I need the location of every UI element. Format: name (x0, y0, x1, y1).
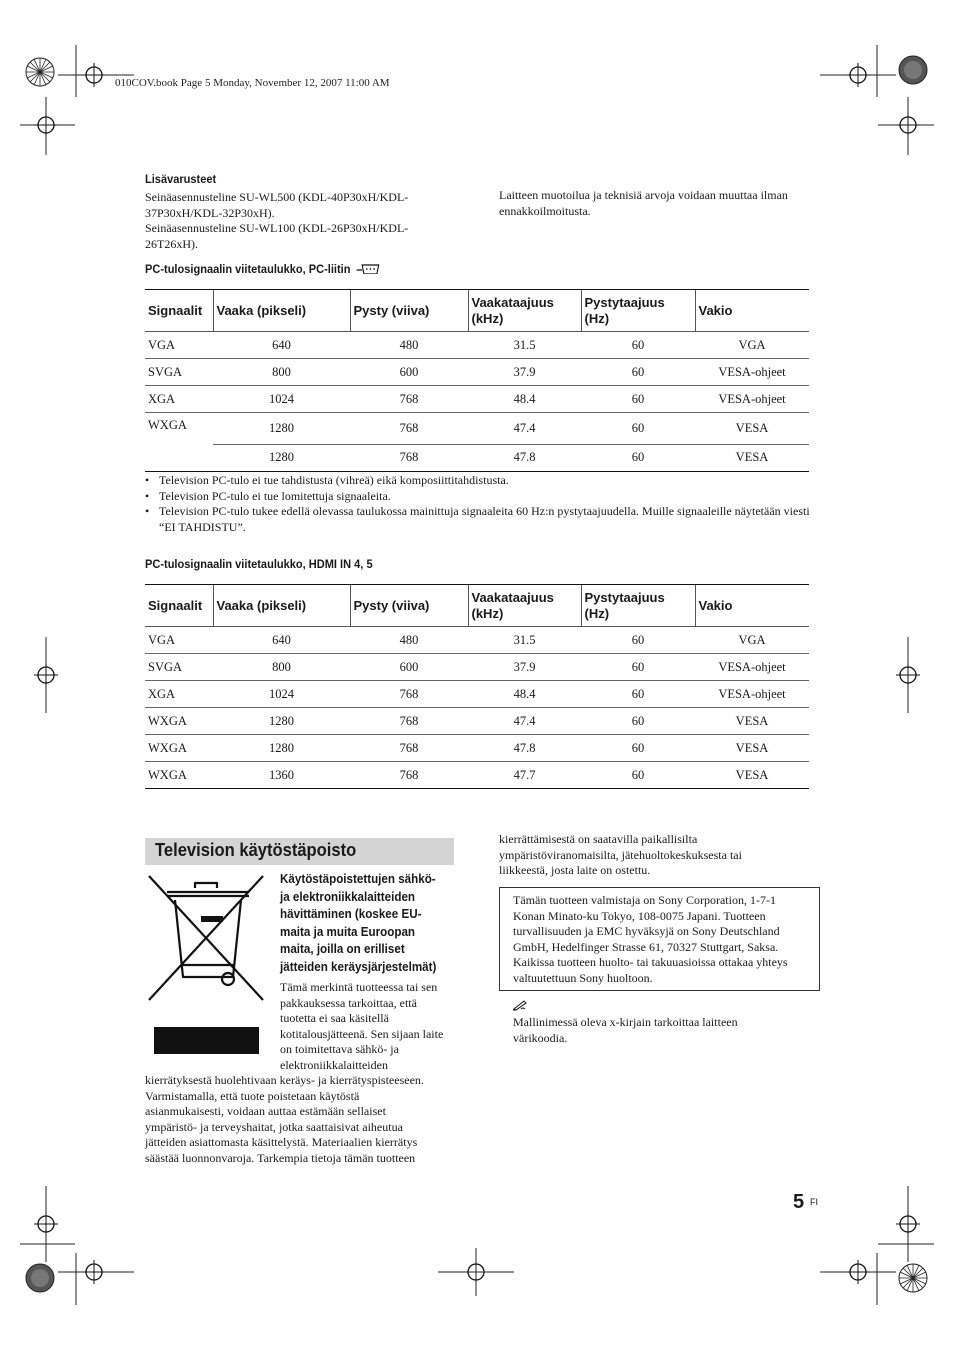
weee-text-line: ympäristöviranomaisilta, jätehuoltokeskuksesta tai (499, 847, 742, 862)
cell: VGA (145, 627, 213, 654)
table2-heading: PC-tulosignaalin viitetaulukko, HDMI IN 4, 5 (145, 557, 373, 571)
model-note-line: Mallinimessä oleva x-kirjain tarkoittaa laitteen (513, 1015, 738, 1029)
manufacturer-info-box (499, 887, 820, 991)
table-row (145, 681, 809, 708)
cell: 48.4 (468, 386, 581, 413)
cell: 1280 (213, 708, 350, 735)
cell: 768 (350, 735, 468, 762)
table1-heading (145, 262, 380, 276)
table-row (145, 413, 809, 445)
weee-continued-text (499, 832, 819, 879)
cell: VESA (695, 444, 809, 471)
cell: 60 (581, 332, 695, 359)
weee-side-text (280, 980, 460, 1073)
accessories-text (145, 190, 475, 252)
cell: 60 (581, 386, 695, 413)
col-header-vertical-frequency: Pystytaajuus (Hz) (581, 290, 695, 332)
cell: 800 (213, 359, 350, 386)
cell: SVGA (145, 654, 213, 681)
cell: XGA (145, 681, 213, 708)
cell: VESA-ohjeet (695, 681, 809, 708)
weee-text-line: pakkauksessa tarkoittaa, että (280, 995, 417, 1010)
cell: 48.4 (468, 681, 581, 708)
cell: VESA-ohjeet (695, 359, 809, 386)
cell: 37.9 (468, 359, 581, 386)
table-row (145, 359, 809, 386)
col-header-vertical-lines: Pysty (viiva) (350, 290, 468, 332)
cell: 60 (581, 735, 695, 762)
hdmi-input-signal-table (145, 584, 809, 789)
model-name-note (513, 1015, 813, 1046)
cell: 31.5 (468, 332, 581, 359)
section-title-bar (145, 838, 454, 865)
weee-subheading-line: ja elektroniikkalaitteiden (280, 889, 416, 904)
cell: 600 (350, 654, 468, 681)
col-header-standard: Vakio (695, 585, 809, 627)
cell: 60 (581, 681, 695, 708)
cell: 47.4 (468, 413, 581, 445)
table-row (145, 735, 809, 762)
cell: 640 (213, 332, 350, 359)
cell: 47.7 (468, 762, 581, 789)
cell: VESA-ohjeet (695, 386, 809, 413)
page-number: 5 (793, 1191, 805, 1213)
col-header-vertical-frequency: Pystytaajuus (Hz) (581, 585, 695, 627)
cell: 800 (213, 654, 350, 681)
cell: 768 (350, 444, 468, 471)
weee-subheading-line: Käytöstäpoistettujen sähkö- (280, 872, 436, 886)
cell (145, 444, 213, 471)
weee-text-line: asianmukaisesti, voidaan auttaa estämään sellaiset (145, 1104, 386, 1118)
list-item: • Television PC-tulo ei tue lomitettuja signaaleita. (145, 489, 825, 505)
cell: 1024 (213, 681, 350, 708)
cell: VESA (695, 762, 809, 789)
table-row (145, 332, 809, 359)
cell: 1360 (213, 762, 350, 789)
col-header-horizontal-frequency: Vaakataajuus (kHz) (468, 585, 581, 627)
cell: VESA (695, 708, 809, 735)
cell: VGA (695, 332, 809, 359)
col-header-horizontal-pixels: Vaaka (pikseli) (213, 585, 350, 627)
cell: 47.8 (468, 735, 581, 762)
pc-connector-icon (356, 262, 380, 274)
list-item: • Television PC-tulo ei tue tahdistusta (vihreä) eikä komposiittitahdistusta. (145, 473, 825, 489)
accessories-heading: Lisävarusteet (145, 172, 217, 186)
pencil-note-icon (512, 999, 528, 1011)
manufacturer-line: turvallisuuden ja EMC hyväksyjä on Sony Deutschland (513, 924, 780, 938)
weee-subheading-line: hävittäminen (koskee EU- (280, 907, 422, 921)
cell: 600 (350, 359, 468, 386)
cell: 1280 (213, 444, 350, 471)
cell: 480 (350, 627, 468, 654)
accessories-line: 37P30xH/KDL-32P30xH). (145, 205, 275, 220)
book-header-line: 010COV.book Page 5 Monday, November 12, 2007 11:00 AM (115, 77, 390, 89)
cell: 480 (350, 332, 468, 359)
weee-text-line: kotitalousjätteenä. Sen sijaan laite (280, 1026, 444, 1041)
accessories-line: 26T26xH). (145, 236, 198, 251)
weee-text-line: ympäristö- ja terveyshaitat, jotka saattaisivat aiheutua (145, 1119, 403, 1134)
cell: 37.9 (468, 654, 581, 681)
col-header-horizontal-pixels: Vaaka (pikseli) (213, 290, 350, 332)
weee-text-line: kierrätyksestä huolehtivaan keräys- ja kierrätyspisteeseen. (145, 1073, 424, 1087)
spec-change-note (499, 188, 829, 219)
cell: VESA-ohjeet (695, 654, 809, 681)
table-row (145, 444, 809, 471)
crossed-out-wheelie-bin-icon (145, 872, 270, 1058)
section-title: Television käytöstäpoisto (155, 840, 357, 860)
weee-subheading-line: maita ja muita Euroopan (280, 924, 416, 939)
col-header-standard: Vakio (695, 290, 809, 332)
cell: 31.5 (468, 627, 581, 654)
weee-subheading-line: jätteiden keräysjärjestelmät) (280, 959, 437, 974)
page-language-code: FI (810, 1197, 818, 1207)
cell: 60 (581, 762, 695, 789)
cell: 60 (581, 627, 695, 654)
model-note-line: värikoodia. (513, 1030, 568, 1045)
weee-text-line: Tämä merkintä tuotteessa tai sen (280, 980, 438, 994)
weee-text-line: Varmistamalla, että tuote poistetaan käytöstä (145, 1088, 360, 1103)
weee-text-line: jätteiden asiattomasta käsittelystä. Materiaalien kierrätys (145, 1135, 418, 1149)
pc-input-notes (145, 473, 825, 535)
cell: SVGA (145, 359, 213, 386)
cell: VESA (695, 735, 809, 762)
weee-subheading (280, 871, 443, 976)
cell: WXGA (145, 762, 213, 789)
cell: 768 (350, 681, 468, 708)
cell: 60 (581, 444, 695, 471)
col-header-signals: Signaalit (145, 585, 213, 627)
weee-subheading-line: maita, joilla on erilliset (280, 942, 405, 956)
table-row (145, 708, 809, 735)
manufacturer-line: Kaikissa tuotteen huolto- tai takuuasioissa ottakaa yhteys (513, 955, 788, 969)
table-row (145, 654, 809, 681)
cell: 768 (350, 762, 468, 789)
weee-text-line: elektroniikkalaitteiden (280, 1057, 388, 1072)
cell: 60 (581, 708, 695, 735)
weee-text-line: säästää luonnonvaroja. Tarkempia tietoja tämän tuotteen (145, 1150, 416, 1165)
cell: 768 (350, 386, 468, 413)
cell: VGA (695, 627, 809, 654)
weee-text-line: liikkeestä, josta laite on ostettu. (499, 863, 651, 877)
weee-text-line: on toimitettava sähkö- ja (280, 1042, 399, 1056)
table1-heading-text: PC-tulosignaalin viitetaulukko, PC-liitin (145, 262, 351, 276)
weee-text-line: tuotetta ei saa käsitellä (280, 1011, 389, 1025)
col-header-vertical-lines: Pysty (viiva) (350, 585, 468, 627)
table-row (145, 762, 809, 789)
cell: 60 (581, 413, 695, 445)
pc-input-signal-table (145, 289, 809, 472)
table-row (145, 627, 809, 654)
cell: WXGA (145, 735, 213, 762)
weee-body-text (145, 1073, 465, 1166)
cell: VESA (695, 413, 809, 445)
accessories-line: Seinäasennusteline SU-WL100 (KDL-26P30xH/KDL- (145, 221, 409, 235)
accessories-line: Seinäasennusteline SU-WL500 (KDL-40P30xH/KDL- (145, 190, 409, 204)
cell: WXGA (145, 708, 213, 735)
weee-text-line: kierrättämisestä on saatavilla paikallisilta (499, 832, 698, 846)
cell: WXGA (148, 418, 187, 432)
cell: 60 (581, 654, 695, 681)
cell: 1024 (213, 386, 350, 413)
col-header-horizontal-frequency: Vaakataajuus (kHz) (468, 290, 581, 332)
manufacturer-line: Konan Minato-ku Tokyo, 108-0075 Japani. Tuotteen (513, 908, 766, 923)
cell: 47.4 (468, 708, 581, 735)
table-row (145, 386, 809, 413)
cell: 1280 (213, 413, 350, 445)
cell: VGA (145, 332, 213, 359)
spec-note-line: Laitteen muotoilua ja teknisiä arvoja voidaan muuttaa ilman (499, 188, 788, 202)
cell: 47.8 (468, 444, 581, 471)
manufacturer-line: Tämän tuotteen valmistaja on Sony Corporation, 1-7-1 (513, 893, 776, 907)
list-item: • Television PC-tulo tukee edellä olevassa taulukossa mainittuja signaaleita 60 Hz:n pystytaajuudella. Muille signaaleille näytetään viesti “EI TAHDISTU”. (145, 504, 825, 535)
cell: XGA (145, 386, 213, 413)
cell: 1280 (213, 735, 350, 762)
cell: 640 (213, 627, 350, 654)
manufacturer-line: valtuutettuun Sony huoltoon. (513, 970, 653, 985)
spec-note-line: ennakkoilmoitusta. (499, 203, 591, 218)
cell: 768 (350, 708, 468, 735)
cell: 768 (350, 413, 468, 445)
cell: 60 (581, 359, 695, 386)
manufacturer-line: GmbH, Hedelfinger Strasse 61, 70327 Stuttgart, Saksa. (513, 939, 779, 954)
col-header-signals: Signaalit (145, 290, 213, 332)
